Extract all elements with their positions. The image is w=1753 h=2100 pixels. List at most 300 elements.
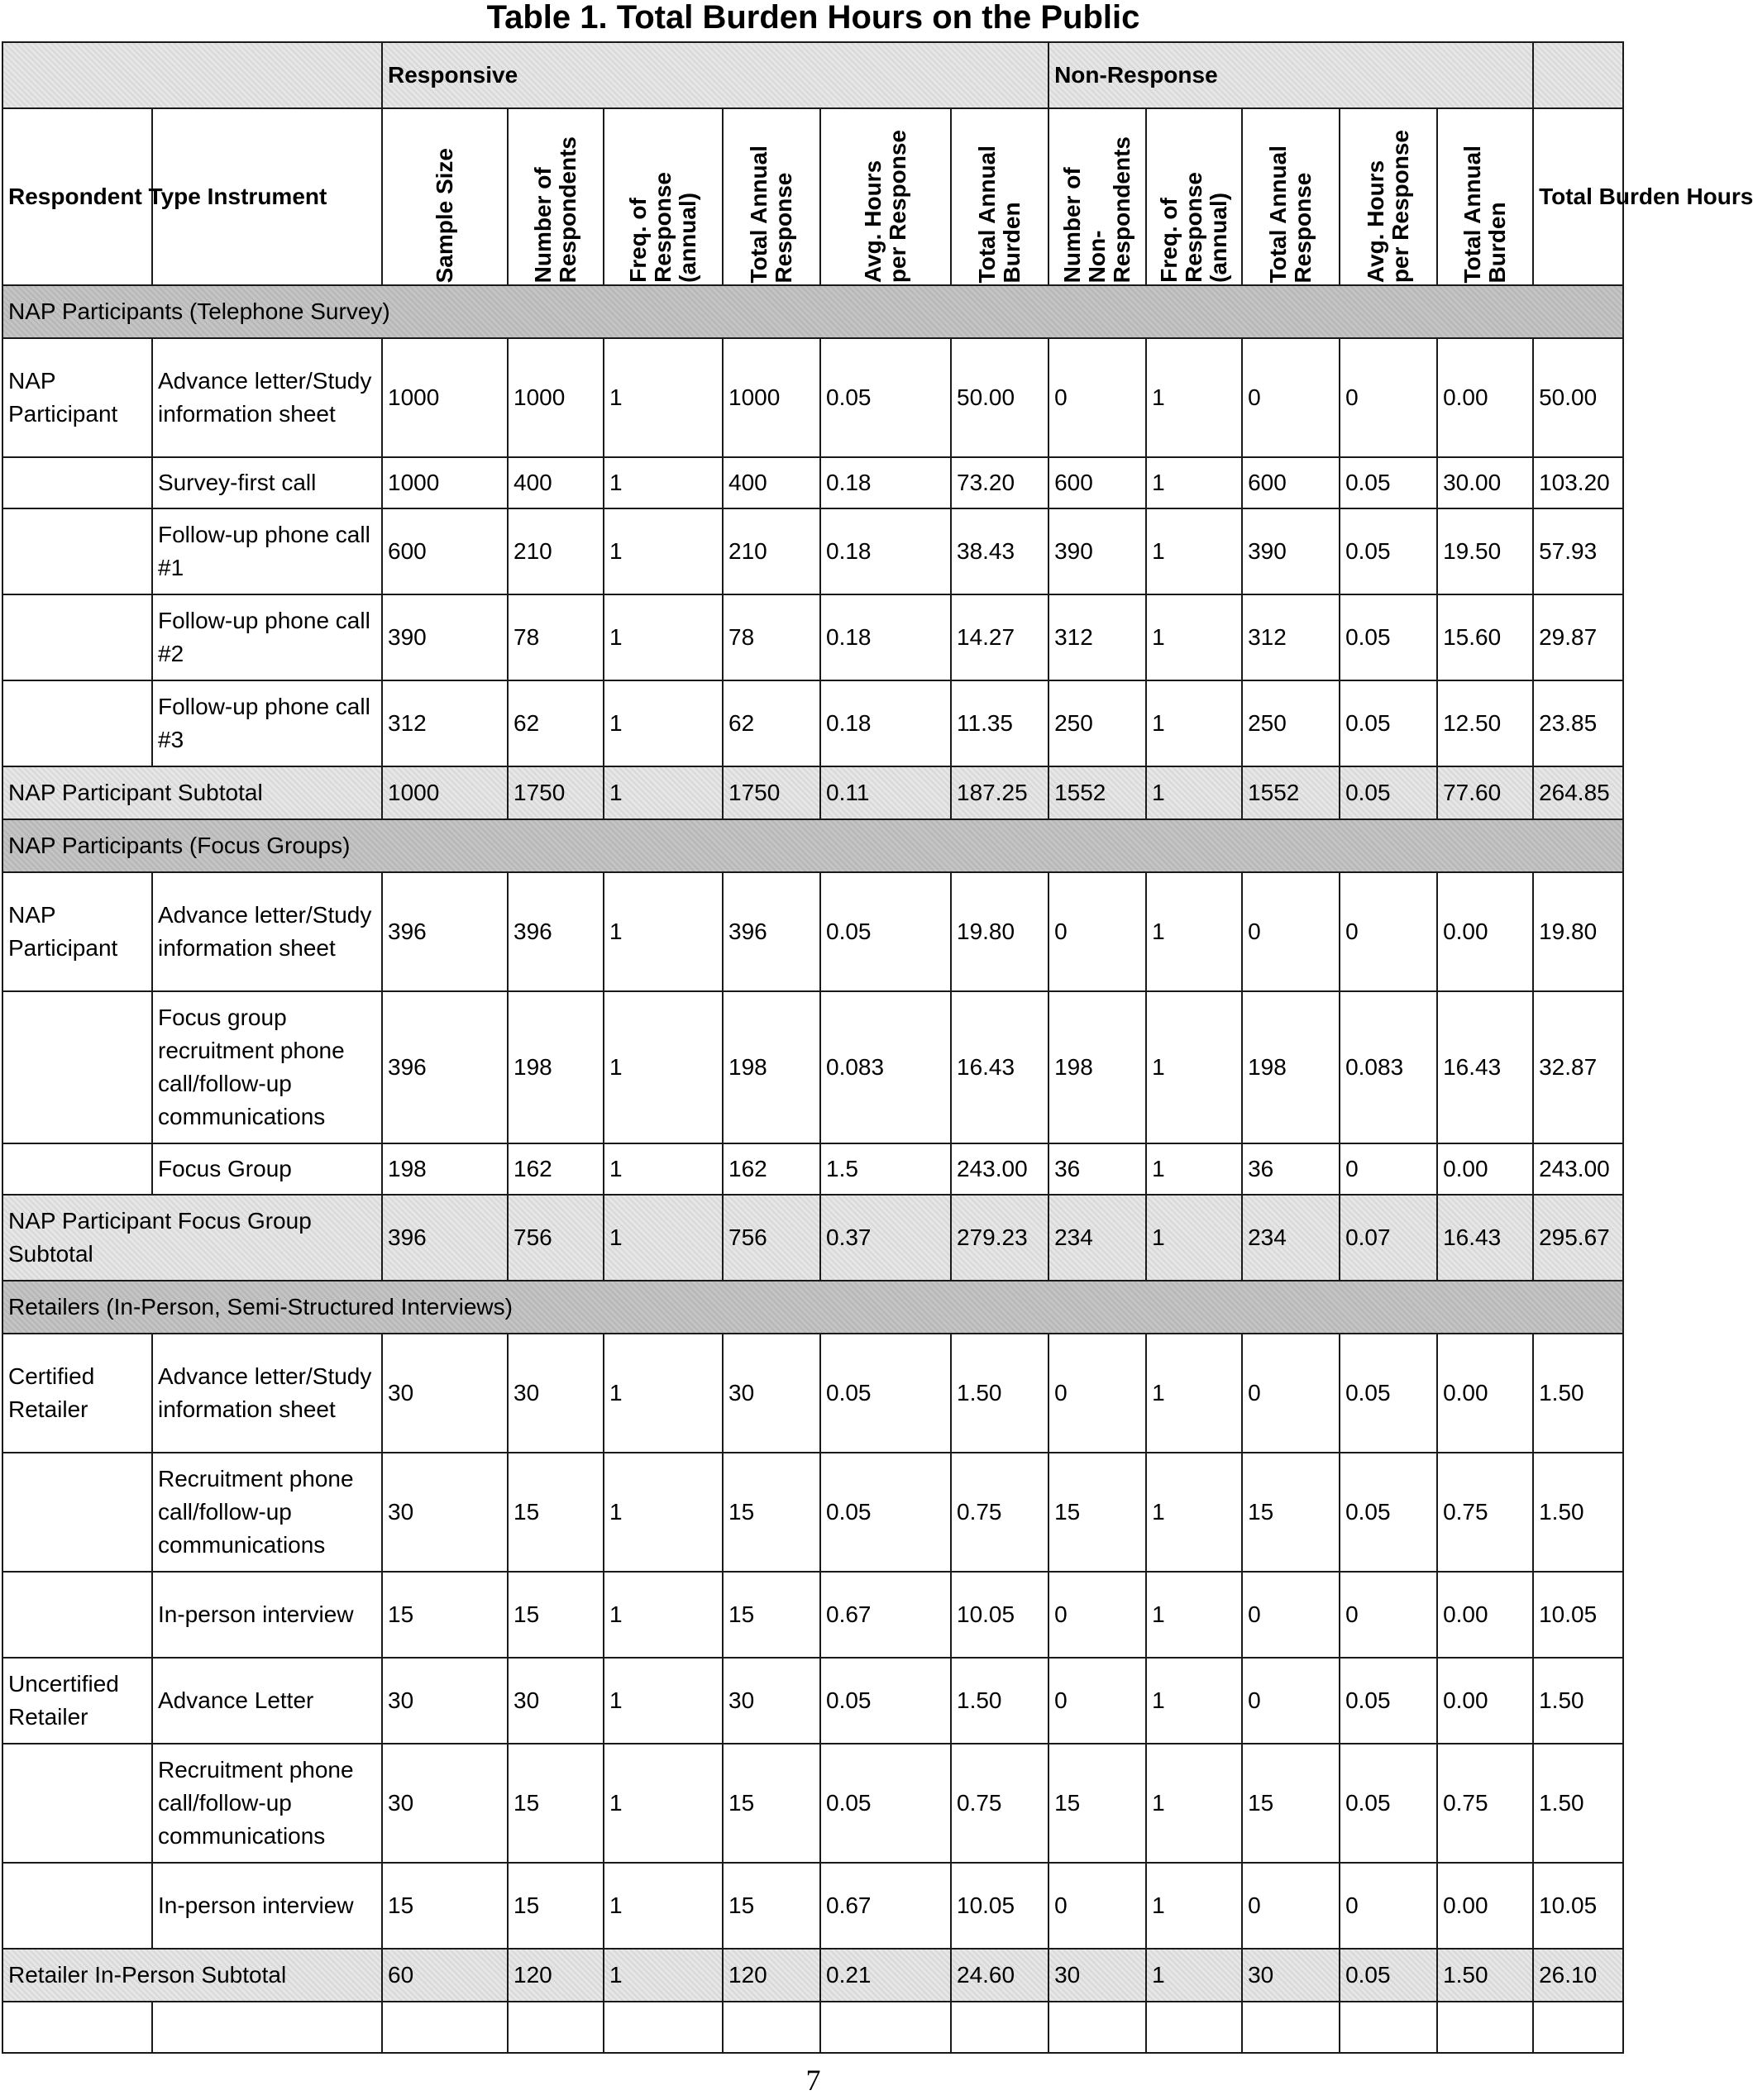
value-cell: 1 xyxy=(1146,1195,1242,1281)
respondent-type-cell xyxy=(2,1453,152,1572)
section-row xyxy=(2,819,1623,872)
col-nr-freq-response-label: Freq. of Response (annual) xyxy=(1156,172,1232,283)
value-cell: 756 xyxy=(508,1195,604,1281)
value-cell: 0.05 xyxy=(1340,680,1437,766)
col-num-nonrespondents xyxy=(1048,108,1146,285)
value-cell: 1 xyxy=(604,1744,723,1863)
value-cell: 0 xyxy=(1048,338,1146,457)
value-cell: 0.05 xyxy=(820,1453,951,1572)
value-cell: 1 xyxy=(1146,1334,1242,1453)
value-cell: 0.18 xyxy=(820,508,951,594)
value-cell: 1 xyxy=(1146,1143,1242,1195)
subtotal-row xyxy=(2,766,1623,819)
value-cell: 312 xyxy=(1048,594,1146,680)
value-cell: 279.23 xyxy=(951,1195,1048,1281)
value-cell: 1 xyxy=(1146,338,1242,457)
value-cell: 10.05 xyxy=(951,1572,1048,1658)
instrument-cell: In-person interview xyxy=(152,1863,382,1949)
value-cell: 15 xyxy=(1242,1744,1340,1863)
value-cell: 600 xyxy=(1242,457,1340,508)
value-cell: 30 xyxy=(1242,1949,1340,2002)
value-cell: 250 xyxy=(1242,680,1340,766)
value-cell: 19.80 xyxy=(951,872,1048,991)
value-cell: 1552 xyxy=(1048,766,1146,819)
respondent-type-cell: Certified Retailer xyxy=(2,1334,152,1453)
value-cell: 0.083 xyxy=(1340,991,1437,1143)
col-respondent-type: Respondent Type xyxy=(2,108,152,285)
value-cell: 0.67 xyxy=(820,1863,951,1949)
value-cell: 1 xyxy=(604,457,723,508)
col-sample-size-label: Sample Size xyxy=(432,147,457,283)
instrument-cell: Focus group recruitment phone call/follow-up communications xyxy=(152,991,382,1143)
value-cell: 187.25 xyxy=(951,766,1048,819)
value-cell: 1000 xyxy=(382,766,508,819)
value-cell: 0.00 xyxy=(1437,1863,1533,1949)
value-cell: 0.05 xyxy=(820,872,951,991)
col-total-annual-response xyxy=(723,108,820,285)
value-cell: 1.50 xyxy=(1533,1658,1623,1744)
value-cell: 1 xyxy=(604,338,723,457)
value-cell: 1.5 xyxy=(820,1143,951,1195)
value-cell: 1000 xyxy=(382,338,508,457)
value-cell: 15 xyxy=(1048,1744,1146,1863)
value-cell: 1 xyxy=(1146,1658,1242,1744)
value-cell: 0.00 xyxy=(1437,1143,1533,1195)
value-cell: 390 xyxy=(1242,508,1340,594)
value-cell: 16.43 xyxy=(1437,991,1533,1143)
value-cell: 1.50 xyxy=(1533,1744,1623,1863)
respondent-type-cell xyxy=(2,1143,152,1195)
instrument-cell: Recruitment phone call/follow-up communications xyxy=(152,1453,382,1572)
value-cell: 312 xyxy=(1242,594,1340,680)
group-responsive: Responsive xyxy=(382,42,1048,108)
value-cell: 15 xyxy=(382,1863,508,1949)
instrument-cell: Follow-up phone call #2 xyxy=(152,594,382,680)
empty-cell xyxy=(723,2002,820,2053)
value-cell: 0.00 xyxy=(1437,872,1533,991)
col-num-respondents-label: Number of Respondents xyxy=(530,136,580,283)
value-cell: 198 xyxy=(508,991,604,1143)
table-row xyxy=(2,594,1623,680)
value-cell: 1.50 xyxy=(1533,1453,1623,1572)
value-cell: 1 xyxy=(604,594,723,680)
value-cell: 36 xyxy=(1048,1143,1146,1195)
value-cell: 77.60 xyxy=(1437,766,1533,819)
value-cell: 400 xyxy=(723,457,820,508)
section-row xyxy=(2,1281,1623,1334)
respondent-type-cell: Uncertified Retailer xyxy=(2,1658,152,1744)
value-cell: 1 xyxy=(604,766,723,819)
value-cell: 396 xyxy=(382,872,508,991)
value-cell: 1 xyxy=(1146,680,1242,766)
table-row xyxy=(2,1453,1623,1572)
col-freq-response-label: Freq. of Response (annual) xyxy=(625,172,700,283)
empty-cell xyxy=(1533,2002,1623,2053)
value-cell: 24.60 xyxy=(951,1949,1048,2002)
value-cell: 0.75 xyxy=(1437,1453,1533,1572)
value-cell: 162 xyxy=(508,1143,604,1195)
value-cell: 15 xyxy=(723,1863,820,1949)
col-nr-total-annual-response xyxy=(1242,108,1340,285)
value-cell: 0.75 xyxy=(951,1453,1048,1572)
value-cell: 210 xyxy=(723,508,820,594)
table-row xyxy=(2,457,1623,508)
value-cell: 0.18 xyxy=(820,457,951,508)
table-row xyxy=(2,1334,1623,1453)
value-cell: 396 xyxy=(723,872,820,991)
respondent-type-cell xyxy=(2,508,152,594)
value-cell: 0 xyxy=(1242,1334,1340,1453)
col-sample-size xyxy=(382,108,508,285)
value-cell: 1 xyxy=(1146,1863,1242,1949)
value-cell: 50.00 xyxy=(1533,338,1623,457)
value-cell: 14.27 xyxy=(951,594,1048,680)
respondent-type-cell xyxy=(2,594,152,680)
value-cell: 1 xyxy=(1146,872,1242,991)
value-cell: 30.00 xyxy=(1437,457,1533,508)
empty-cell xyxy=(1048,2002,1146,2053)
value-cell: 103.20 xyxy=(1533,457,1623,508)
value-cell: 0.00 xyxy=(1437,338,1533,457)
empty-cell xyxy=(1146,2002,1242,2053)
group-header-row xyxy=(2,42,1623,108)
value-cell: 0.05 xyxy=(820,1658,951,1744)
value-cell: 1 xyxy=(1146,594,1242,680)
value-cell: 0 xyxy=(1242,1863,1340,1949)
value-cell: 30 xyxy=(382,1744,508,1863)
value-cell: 1000 xyxy=(508,338,604,457)
col-nr-total-annual-burden xyxy=(1437,108,1533,285)
value-cell: 1 xyxy=(604,1143,723,1195)
table-row xyxy=(2,1744,1623,1863)
table-row xyxy=(2,1658,1623,1744)
value-cell: 0 xyxy=(1242,1658,1340,1744)
value-cell: 0.05 xyxy=(820,1744,951,1863)
value-cell: 0 xyxy=(1340,872,1437,991)
col-total-burden-hours: Total Burden Hours xyxy=(1533,108,1623,285)
col-total-annual-burden xyxy=(951,108,1048,285)
instrument-cell: Advance letter/Study information sheet xyxy=(152,338,382,457)
value-cell: 234 xyxy=(1048,1195,1146,1281)
value-cell: 1 xyxy=(1146,457,1242,508)
value-cell: 600 xyxy=(382,508,508,594)
value-cell: 243.00 xyxy=(1533,1143,1623,1195)
value-cell: 26.10 xyxy=(1533,1949,1623,2002)
value-cell: 1 xyxy=(604,1195,723,1281)
instrument-cell: Advance Letter xyxy=(152,1658,382,1744)
value-cell: 1 xyxy=(1146,1453,1242,1572)
empty-cell xyxy=(604,2002,723,2053)
col-nr-total-annual-burden-label: Total Annual Burden xyxy=(1459,145,1511,283)
section-title: NAP Participants (Focus Groups) xyxy=(2,819,1623,872)
respondent-type-cell xyxy=(2,1572,152,1658)
respondent-type-cell: NAP Participant xyxy=(2,872,152,991)
value-cell: 1.50 xyxy=(951,1334,1048,1453)
instrument-cell: Advance letter/Study information sheet xyxy=(152,1334,382,1453)
value-cell: 756 xyxy=(723,1195,820,1281)
value-cell: 1 xyxy=(1146,1572,1242,1658)
value-cell: 396 xyxy=(382,1195,508,1281)
value-cell: 1.50 xyxy=(1437,1949,1533,2002)
value-cell: 0.00 xyxy=(1437,1658,1533,1744)
value-cell: 295.67 xyxy=(1533,1195,1623,1281)
value-cell: 0.37 xyxy=(820,1195,951,1281)
value-cell: 57.93 xyxy=(1533,508,1623,594)
value-cell: 312 xyxy=(382,680,508,766)
value-cell: 15 xyxy=(723,1453,820,1572)
value-cell: 198 xyxy=(723,991,820,1143)
col-instrument: Instrument xyxy=(152,108,382,285)
value-cell: 243.00 xyxy=(951,1143,1048,1195)
value-cell: 0.05 xyxy=(1340,1744,1437,1863)
respondent-type-cell xyxy=(2,1744,152,1863)
value-cell: 0.05 xyxy=(1340,594,1437,680)
respondent-type-cell xyxy=(2,1863,152,1949)
subtotal-row xyxy=(2,1949,1623,2002)
col-total-annual-response-label: Total Annual Response xyxy=(746,145,796,283)
value-cell: 0 xyxy=(1242,1572,1340,1658)
value-cell: 78 xyxy=(723,594,820,680)
value-cell: 198 xyxy=(1242,991,1340,1143)
value-cell: 1 xyxy=(1146,991,1242,1143)
table-row xyxy=(2,338,1623,457)
value-cell: 1 xyxy=(604,1334,723,1453)
col-nr-freq-response xyxy=(1146,108,1242,285)
value-cell: 264.85 xyxy=(1533,766,1623,819)
value-cell: 0.05 xyxy=(1340,1334,1437,1453)
value-cell: 30 xyxy=(1048,1949,1146,2002)
value-cell: 1 xyxy=(604,991,723,1143)
value-cell: 0.11 xyxy=(820,766,951,819)
col-avg-hours-label: Avg. Hours per Response xyxy=(860,129,910,283)
value-cell: 0.00 xyxy=(1437,1572,1533,1658)
value-cell: 62 xyxy=(723,680,820,766)
value-cell: 198 xyxy=(382,1143,508,1195)
value-cell: 396 xyxy=(382,991,508,1143)
value-cell: 15 xyxy=(382,1572,508,1658)
value-cell: 10.05 xyxy=(1533,1863,1623,1949)
value-cell: 1 xyxy=(604,872,723,991)
instrument-cell: In-person interview xyxy=(152,1572,382,1658)
value-cell: 30 xyxy=(723,1334,820,1453)
table-row xyxy=(2,872,1623,991)
value-cell: 15 xyxy=(508,1863,604,1949)
value-cell: 234 xyxy=(1242,1195,1340,1281)
value-cell: 30 xyxy=(723,1658,820,1744)
value-cell: 16.43 xyxy=(1437,1195,1533,1281)
value-cell: 10.05 xyxy=(951,1863,1048,1949)
value-cell: 0.07 xyxy=(1340,1195,1437,1281)
value-cell: 23.85 xyxy=(1533,680,1623,766)
value-cell: 16.43 xyxy=(951,991,1048,1143)
value-cell: 50.00 xyxy=(951,338,1048,457)
value-cell: 19.80 xyxy=(1533,872,1623,991)
value-cell: 0 xyxy=(1048,1572,1146,1658)
value-cell: 1 xyxy=(604,1949,723,2002)
table-row xyxy=(2,991,1623,1143)
subtotal-label: NAP Participant Subtotal xyxy=(2,766,382,819)
value-cell: 1 xyxy=(1146,1949,1242,2002)
section-title: Retailers (In-Person, Semi-Structured Interviews) xyxy=(2,1281,1623,1334)
value-cell: 12.50 xyxy=(1437,680,1533,766)
value-cell: 78 xyxy=(508,594,604,680)
value-cell: 0 xyxy=(1340,338,1437,457)
value-cell: 1750 xyxy=(508,766,604,819)
value-cell: 0.083 xyxy=(820,991,951,1143)
value-cell: 0.00 xyxy=(1437,1334,1533,1453)
col-num-respondents xyxy=(508,108,604,285)
value-cell: 210 xyxy=(508,508,604,594)
value-cell: 0.05 xyxy=(820,338,951,457)
value-cell: 0.05 xyxy=(1340,1658,1437,1744)
value-cell: 0 xyxy=(1048,872,1146,991)
empty-cell xyxy=(2,2002,152,2053)
value-cell: 0.75 xyxy=(1437,1744,1533,1863)
value-cell: 15 xyxy=(723,1744,820,1863)
empty-cell xyxy=(1340,2002,1437,2053)
empty-cell xyxy=(951,2002,1048,2053)
value-cell: 38.43 xyxy=(951,508,1048,594)
subtotal-row xyxy=(2,1195,1623,1281)
value-cell: 1 xyxy=(604,1658,723,1744)
value-cell: 0 xyxy=(1340,1572,1437,1658)
value-cell: 15 xyxy=(508,1453,604,1572)
col-nr-avg-hours-label: Avg. Hours per Response xyxy=(1363,129,1414,283)
value-cell: 30 xyxy=(508,1658,604,1744)
empty-cell xyxy=(382,2002,508,2053)
value-cell: 120 xyxy=(508,1949,604,2002)
value-cell: 0 xyxy=(1340,1143,1437,1195)
value-cell: 73.20 xyxy=(951,457,1048,508)
value-cell: 0.05 xyxy=(1340,1453,1437,1572)
table-row xyxy=(2,1143,1623,1195)
value-cell: 0.18 xyxy=(820,594,951,680)
col-nr-avg-hours xyxy=(1340,108,1437,285)
value-cell: 1 xyxy=(604,1572,723,1658)
burden-table xyxy=(2,41,1753,2054)
table-row xyxy=(2,1572,1623,1658)
table-row xyxy=(2,1863,1623,1949)
value-cell: 0.21 xyxy=(820,1949,951,2002)
value-cell: 29.87 xyxy=(1533,594,1623,680)
value-cell: 0.75 xyxy=(951,1744,1048,1863)
instrument-cell: Recruitment phone call/follow-up communications xyxy=(152,1744,382,1863)
instrument-cell: Survey-first call xyxy=(152,457,382,508)
value-cell: 1 xyxy=(1146,1744,1242,1863)
value-cell: 0.05 xyxy=(1340,508,1437,594)
empty-cell xyxy=(1437,2002,1533,2053)
respondent-type-cell xyxy=(2,680,152,766)
value-cell: 0.05 xyxy=(1340,766,1437,819)
col-nr-total-annual-response-label: Total Annual Response xyxy=(1265,145,1316,283)
value-cell: 10.05 xyxy=(1533,1572,1623,1658)
value-cell: 30 xyxy=(382,1334,508,1453)
value-cell: 396 xyxy=(508,872,604,991)
subtotal-label: NAP Participant Focus Group Subtotal xyxy=(2,1195,382,1281)
respondent-type-cell: NAP Participant xyxy=(2,338,152,457)
value-cell: 120 xyxy=(723,1949,820,2002)
respondent-type-cell xyxy=(2,991,152,1143)
value-cell: 0.05 xyxy=(1340,1949,1437,2002)
value-cell: 400 xyxy=(508,457,604,508)
value-cell: 0.05 xyxy=(1340,457,1437,508)
value-cell: 390 xyxy=(1048,508,1146,594)
value-cell: 1 xyxy=(1146,766,1242,819)
page-number: 7 xyxy=(805,2064,821,2097)
value-cell: 1.50 xyxy=(1533,1334,1623,1453)
value-cell: 32.87 xyxy=(1533,991,1623,1143)
value-cell: 15 xyxy=(508,1572,604,1658)
value-cell: 0 xyxy=(1048,1334,1146,1453)
value-cell: 15 xyxy=(508,1744,604,1863)
instrument-cell: Focus Group xyxy=(152,1143,382,1195)
value-cell: 0.18 xyxy=(820,680,951,766)
value-cell: 0 xyxy=(1048,1658,1146,1744)
value-cell: 0 xyxy=(1340,1863,1437,1949)
value-cell: 30 xyxy=(382,1453,508,1572)
group-nonresponse: Non-Response xyxy=(1048,42,1533,108)
value-cell: 198 xyxy=(1048,991,1146,1143)
respondent-type-cell xyxy=(2,457,152,508)
empty-cell xyxy=(820,2002,951,2053)
column-header-row xyxy=(2,108,1623,285)
value-cell: 30 xyxy=(382,1658,508,1744)
value-cell: 1000 xyxy=(723,338,820,457)
col-freq-response xyxy=(604,108,723,285)
value-cell: 0 xyxy=(1242,872,1340,991)
value-cell: 1750 xyxy=(723,766,820,819)
header-blank-cell xyxy=(2,42,382,108)
value-cell: 1 xyxy=(604,1863,723,1949)
value-cell: 11.35 xyxy=(951,680,1048,766)
value-cell: 390 xyxy=(382,594,508,680)
value-cell: 1 xyxy=(604,680,723,766)
section-row xyxy=(2,285,1623,338)
value-cell: 15 xyxy=(723,1572,820,1658)
value-cell: 1 xyxy=(1146,508,1242,594)
value-cell: 36 xyxy=(1242,1143,1340,1195)
instrument-cell: Follow-up phone call #3 xyxy=(152,680,382,766)
header-blank-cell xyxy=(1533,42,1623,108)
col-total-annual-burden-label: Total Annual Burden xyxy=(974,145,1025,283)
value-cell: 15.60 xyxy=(1437,594,1533,680)
col-avg-hours xyxy=(820,108,951,285)
instrument-cell: Advance letter/Study information sheet xyxy=(152,872,382,991)
value-cell: 0.67 xyxy=(820,1572,951,1658)
instrument-cell: Follow-up phone call #1 xyxy=(152,508,382,594)
value-cell: 0 xyxy=(1242,338,1340,457)
value-cell: 30 xyxy=(508,1334,604,1453)
empty-cell xyxy=(1242,2002,1340,2053)
value-cell: 60 xyxy=(382,1949,508,2002)
empty-cell xyxy=(508,2002,604,2053)
value-cell: 162 xyxy=(723,1143,820,1195)
value-cell: 0.05 xyxy=(820,1334,951,1453)
value-cell: 62 xyxy=(508,680,604,766)
value-cell: 1552 xyxy=(1242,766,1340,819)
value-cell: 19.50 xyxy=(1437,508,1533,594)
empty-cell xyxy=(152,2002,382,2053)
value-cell: 1 xyxy=(604,508,723,594)
value-cell: 600 xyxy=(1048,457,1146,508)
value-cell: 1.50 xyxy=(951,1658,1048,1744)
empty-row xyxy=(2,2002,1623,2053)
value-cell: 15 xyxy=(1048,1453,1146,1572)
value-cell: 15 xyxy=(1242,1453,1340,1572)
value-cell: 0 xyxy=(1048,1863,1146,1949)
value-cell: 250 xyxy=(1048,680,1146,766)
value-cell: 1000 xyxy=(382,457,508,508)
